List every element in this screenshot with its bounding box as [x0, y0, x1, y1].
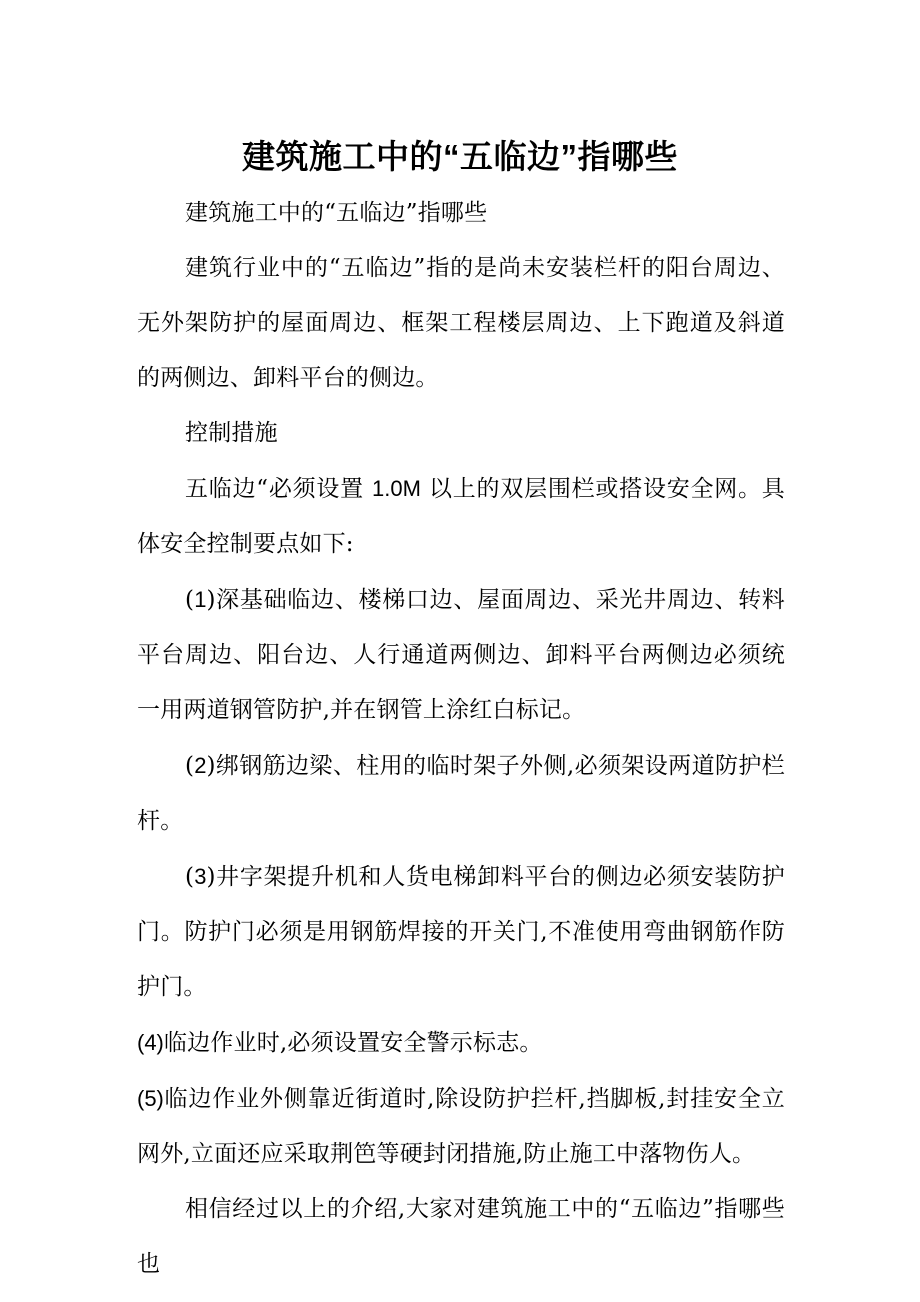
paragraph-item-3	[137, 849, 785, 1015]
paragraph-control-measures-heading: 控制措施	[185, 420, 278, 446]
text-run-cjk: 以上的双层围栏或搭设安全网。具体安全控制要点如下:	[137, 476, 786, 557]
page-title: 建筑施工中的“五临边”指哪些	[242, 138, 678, 176]
text-run-cjk: )深基础临边、楼梯口边、屋面周边、采光井周边、转料平台周边、阳台边、人行通道两侧边、卸料平台两侧边必须统一用两道钢管防护,并在钢管上涂红白标记。	[137, 587, 785, 723]
text-run-latin: 1	[194, 587, 207, 612]
paragraph-definition: 建筑行业中的“五临边”指的是尚未安装栏杆的阳台周边、无外架防护的屋面周边、框架工程楼层周边、上下跑道及斜道的两侧边、卸料平台的侧边。	[137, 255, 785, 391]
paragraph-heading-repeat: 建筑施工中的“五临边”指哪些	[185, 200, 488, 226]
text-run-cjk: 临边作业外侧靠近街道时,除设防护拦杆,挡脚板,封挂安全立网外,立面还应采取荆笆等硬封闭措施,防止施工中落物伤人。	[137, 1086, 785, 1167]
text-run-cjk: )井字架提升机和人货电梯卸料平台的侧边必须安装防护门。防护门必须是用钢筋焊接的开关门,不准使用弯曲钢筋作防护门。	[137, 864, 785, 1000]
text-run-cjk: (	[185, 587, 195, 613]
text-run-cjk: (	[185, 864, 195, 890]
paragraph-item-1	[137, 572, 785, 738]
text-run-cjk: 五临边“必须设置	[185, 476, 373, 502]
text-run-latin: 1.0M	[372, 476, 421, 501]
text-run-cjk: 临边作业时,必须设置安全警示标志。	[163, 1030, 543, 1056]
paragraph-item-4	[137, 1015, 785, 1071]
paragraph-closing: 相信经过以上的介绍,大家对建筑施工中的“五临边”指哪些也	[137, 1196, 785, 1277]
paragraph-item-5	[137, 1071, 785, 1182]
text-run-latin: (4)	[137, 1030, 164, 1055]
paragraph-control-measures-intro	[137, 461, 785, 572]
text-run-latin: 2	[194, 753, 207, 778]
text-run-cjk: (	[185, 753, 195, 779]
text-run-latin: 3	[194, 864, 207, 889]
text-run-cjk: )绑钢筋边梁、柱用的临时架子外侧,必须架设两道防护栏杆。	[137, 753, 785, 834]
paragraph-item-2	[137, 738, 785, 849]
document-body	[137, 186, 785, 1292]
text-run-latin: (5)	[137, 1086, 164, 1111]
